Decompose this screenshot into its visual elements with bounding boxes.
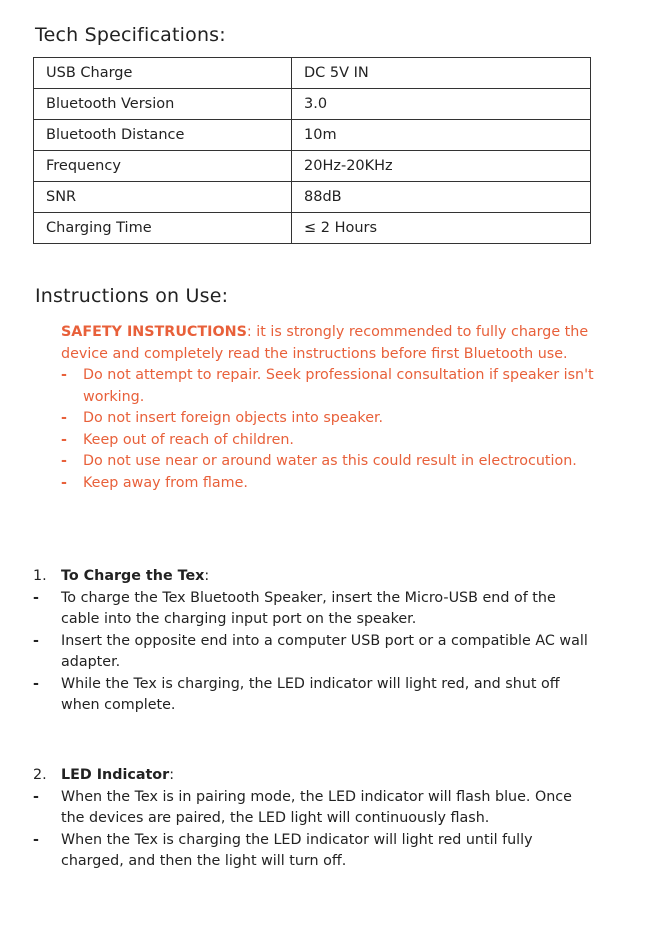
spec-value: ≤ 2 Hours bbox=[292, 213, 591, 244]
spec-value: DC 5V IN bbox=[292, 58, 591, 89]
dash-bullet: - bbox=[33, 632, 39, 649]
spec-label: Frequency bbox=[34, 151, 292, 182]
safety-item bbox=[61, 430, 601, 452]
list-item bbox=[33, 588, 598, 631]
section-header bbox=[33, 566, 598, 588]
spec-row bbox=[34, 151, 591, 182]
safety-item-text: Keep away from flame. bbox=[83, 474, 248, 491]
spec-label: Bluetooth Version bbox=[34, 89, 292, 120]
safety-item bbox=[61, 365, 601, 408]
dash-bullet: - bbox=[61, 453, 67, 469]
section-header bbox=[33, 765, 598, 787]
section-title-suffix: : bbox=[169, 767, 175, 783]
spec-row bbox=[34, 213, 591, 244]
spec-label: Bluetooth Distance bbox=[34, 120, 292, 151]
list-item-text: When the Tex is charging the LED indicator will light red until fully charged, and then the light will turn off. bbox=[61, 831, 533, 869]
list-item-text: When the Tex is in pairing mode, the LED indicator will flash blue. Once the devices are paired, the LED light will continuously flash. bbox=[61, 788, 572, 826]
spec-row bbox=[34, 89, 591, 120]
safety-item-text: Do not insert foreign objects into speaker. bbox=[83, 410, 384, 426]
list-item bbox=[33, 674, 598, 717]
section-list bbox=[33, 787, 598, 873]
list-item-text: To charge the Tex Bluetooth Speaker, insert the Micro-USB end of the cable into the charging input port on the speaker. bbox=[61, 589, 556, 627]
dash-bullet: - bbox=[61, 410, 67, 426]
spec-label: USB Charge bbox=[34, 58, 292, 89]
spec-label: SNR bbox=[34, 182, 292, 213]
spec-row bbox=[34, 182, 591, 213]
list-item-text: While the Tex is charging, the LED indicator will light red, and shut off when complete. bbox=[61, 675, 560, 713]
safety-list bbox=[61, 365, 601, 494]
dash-bullet: - bbox=[33, 788, 39, 805]
dash-bullet: - bbox=[61, 367, 67, 383]
safety-item-text: Keep out of reach of children. bbox=[83, 431, 294, 448]
section-number: 1. bbox=[33, 568, 47, 584]
tech-specs-table bbox=[33, 57, 591, 244]
list-item-text: Insert the opposite end into a computer USB port or a compatible AC wall adapter. bbox=[61, 632, 588, 670]
spec-value: 88dB bbox=[292, 182, 591, 213]
section-title: LED Indicator bbox=[61, 767, 170, 783]
spec-row bbox=[34, 120, 591, 151]
spec-value: 20Hz-20KHz bbox=[292, 151, 591, 182]
safety-item bbox=[61, 408, 601, 430]
safety-item bbox=[61, 473, 601, 495]
spec-label: Charging Time bbox=[34, 213, 292, 244]
list-item bbox=[33, 787, 598, 830]
safety-item-text: Do not use near or around water as this could result in electrocution. bbox=[83, 453, 577, 469]
section-title: To Charge the Tex bbox=[61, 568, 205, 584]
tech-specs-title: Tech Specifications: bbox=[35, 24, 226, 46]
safety-intro-text: : it is strongly recommended to fully charge the device and completely read the instructions before first Bluetooth use. bbox=[61, 324, 589, 362]
safety-item bbox=[61, 451, 601, 473]
section-led bbox=[33, 765, 598, 873]
section-list bbox=[33, 588, 598, 717]
section-charge bbox=[33, 566, 598, 717]
safety-intro bbox=[61, 322, 601, 365]
spec-row bbox=[34, 58, 591, 89]
dash-bullet: - bbox=[33, 831, 39, 848]
spec-value: 10m bbox=[292, 120, 591, 151]
instructions-title: Instructions on Use: bbox=[35, 285, 229, 307]
safety-lead: SAFETY INSTRUCTIONS bbox=[61, 324, 247, 340]
dash-bullet: - bbox=[61, 474, 67, 491]
dash-bullet: - bbox=[61, 431, 67, 448]
spec-value: 3.0 bbox=[292, 89, 591, 120]
dash-bullet: - bbox=[33, 589, 39, 606]
list-item bbox=[33, 631, 598, 674]
section-number: 2. bbox=[33, 767, 47, 783]
safety-instructions bbox=[61, 322, 601, 494]
safety-item-text: Do not attempt to repair. Seek professional consultation if speaker isn't working. bbox=[83, 367, 594, 405]
list-item bbox=[33, 830, 598, 873]
dash-bullet: - bbox=[33, 675, 39, 692]
section-title-suffix: : bbox=[204, 568, 210, 584]
